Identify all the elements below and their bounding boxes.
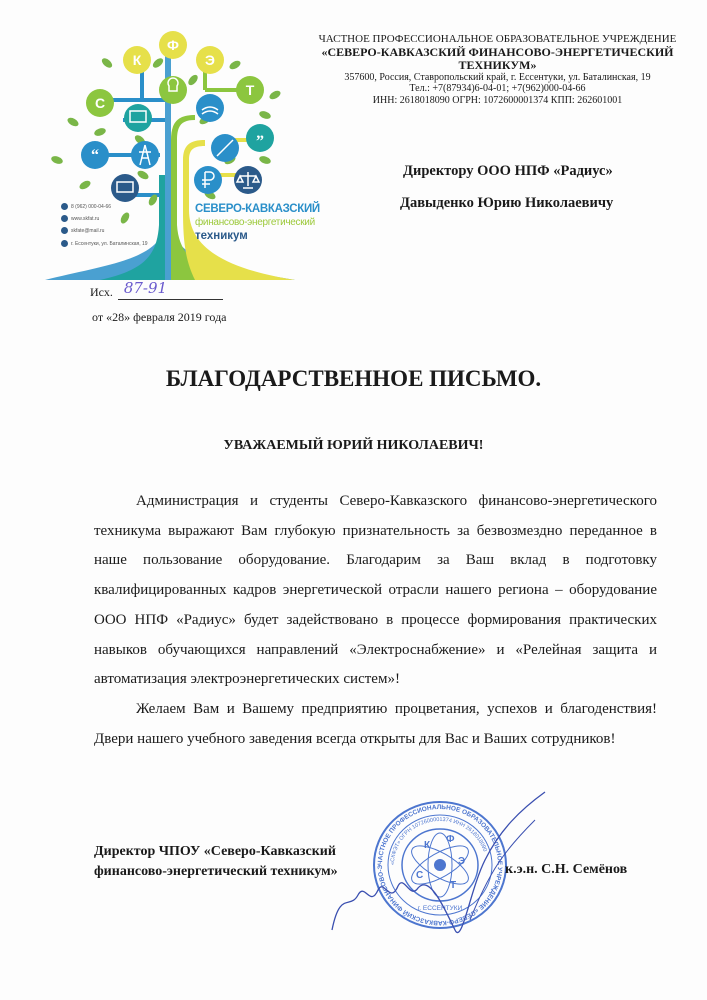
stamp-outer-text: ЧАСТНОЕ ПРОФЕССИОНАЛЬНОЕ ОБРАЗОВАТЕЛЬНОЕ УЧРЕЖДЕНИЕ «СЕВЕРО-КАВКАЗСКИЙ ФИНАНСОВО-Э [376, 803, 504, 927]
email-icon [61, 227, 68, 234]
stamp-letter: Э [458, 856, 466, 867]
contact-text: www.skfat.ru [71, 216, 100, 222]
body-paragraph-2: Желаем Вам и Вашему предприятию процветания, успехов и благоденствия! Двери нашего учебного заведения всегда открыты для Вас и Ваших сотрудников! [94, 700, 657, 747]
stamp-letter: Ф [446, 834, 455, 845]
signatory-title [94, 842, 338, 882]
outgoing-label: Исх. [90, 285, 113, 299]
logo-letter: К [132, 52, 142, 68]
body-paragraph-1: Администрация и студенты Северо-Кавказского финансово-энергетического техникума выражают Вам глубокую признательность за безвозмездно переданное в наше пользование оборудование. Благодарим за Ваш вклад в подготовку квалифицированных кадров энергетической отрасли нашего региона – оборудование ООО НПФ «Радиус» будет задействовано в процессе формирования практических навыков обучающихся направлений «Электроснабжение» и «Релейная защита и автоматизация электроэнергетических систем»! [94, 493, 657, 688]
svg-text:“: “ [91, 147, 99, 164]
letter-title: БЛАГОДАРСТВЕННОЕ ПИСЬМО. [165, 366, 542, 391]
logo-name-line3: техникум [195, 230, 248, 242]
stamp-letter: С [416, 870, 424, 881]
letterhead-address: 357600, Россия, Ставропольский край, г. Ессентуки, ул. Баталинская, 19 [344, 71, 651, 83]
svg-text:”: ” [256, 133, 264, 150]
signatory-name: к.э.н. С.Н. Семёнов [505, 862, 628, 877]
signatory-line1: Директор ЧПОУ «Северо-Кавказский [94, 844, 336, 859]
stamp-letter: Т [450, 880, 457, 891]
addressee-line2: Давыденко Юрию Николаевичу [400, 195, 614, 211]
logo-contact-address [71, 241, 148, 247]
logo-contact-email [71, 228, 104, 234]
outgoing-number [90, 279, 223, 300]
logo-letter: Т [245, 82, 255, 98]
letter-body [94, 487, 657, 754]
letterhead-line3: ТЕХНИКУМ» [458, 57, 537, 72]
handwritten-number: 87-91 [123, 279, 168, 297]
stamp-city: г. ЕССЕНТУКИ [417, 905, 463, 912]
letterhead-line1: ЧАСТНОЕ ПРОФЕССИОНАЛЬНОЕ ОБРАЗОВАТЕЛЬНОЕ УЧРЕЖДЕНИЕ [318, 33, 677, 45]
greeting: УВАЖАЕМЫЙ ЮРИЙ НИКОЛАЕВИЧ! [223, 438, 484, 453]
stamp-letter: К [424, 840, 431, 851]
web-icon [61, 215, 68, 222]
outgoing-number-field [118, 279, 223, 300]
letterhead [305, 33, 690, 106]
contact-text: г. Ессентуки, ул. Баталинская, 19 [71, 241, 148, 247]
signatory-line2: финансово-энергетический техникум» [94, 864, 338, 879]
logo-contact-web [71, 216, 99, 222]
addressee-line1: Директору ООО НПФ «Радиус» [403, 163, 613, 179]
letterhead-line2: «СЕВЕРО-КАВКАЗСКИЙ ФИНАНСОВО-ЭНЕРГЕТИЧЕСКИЙ [321, 44, 674, 59]
logo-letter: С [94, 95, 106, 111]
stamp-inner-text: «СКФЭТ» ОГРН 1072600001374 ИНН 2618018090 [389, 816, 488, 866]
letter-date: от «28» февраля 2019 года [92, 310, 227, 324]
phone-icon [61, 203, 68, 210]
location-icon [61, 240, 68, 247]
logo-letter: Ф [167, 37, 179, 53]
letterhead-phone: Тел.: +7(87934)6-04-01; +7(962)000-04-66 [409, 83, 586, 94]
logo-name-line2: финансово-энергетический [195, 217, 315, 228]
logo-letter: Э [205, 52, 215, 68]
contact-text: skfate@mail.ru [71, 228, 105, 234]
letterhead-ids: ИНН: 2618018090 ОГРН: 1072600001374 КПП: 262601001 [372, 94, 623, 106]
contact-text: 8 (962) 000-04-66 [71, 204, 112, 210]
logo-contact-phone [71, 204, 111, 210]
logo-name-line1: СЕВЕРО-КАВКАЗСКИЙ [195, 203, 320, 215]
